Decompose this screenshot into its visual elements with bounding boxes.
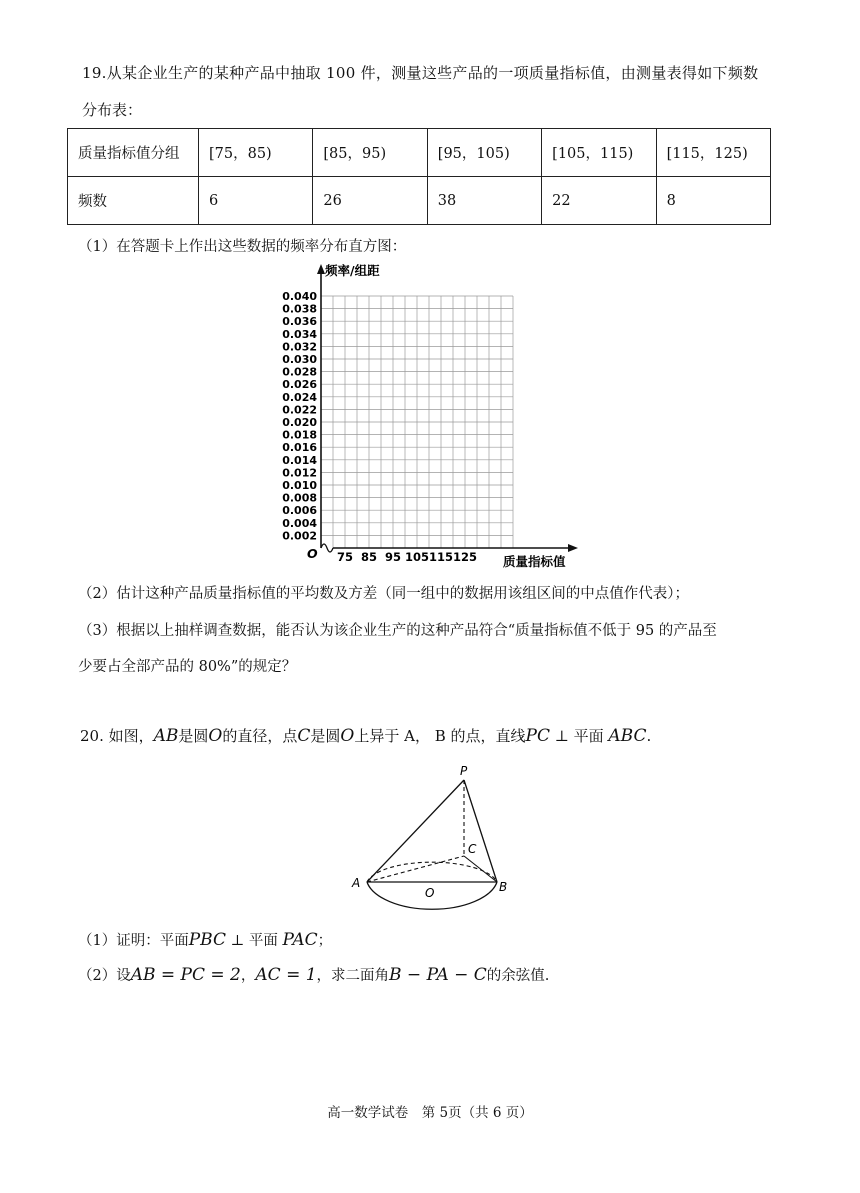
- ellipse-back: [367, 862, 497, 882]
- geometry-figure: [345, 760, 525, 910]
- table-cell: 26: [313, 177, 427, 225]
- table-cell: 6: [199, 177, 313, 225]
- y-tick-label: 0.022: [282, 403, 317, 417]
- y-tick-label: 0.018: [282, 428, 317, 442]
- y-tick-label: 0.006: [282, 504, 317, 518]
- edge-PA: [367, 780, 464, 882]
- frequency-table: [67, 128, 771, 225]
- math-equation: AC = 1: [255, 965, 317, 985]
- q20-part1: [78, 929, 332, 950]
- math-O: O: [208, 726, 223, 746]
- text-span: ⊥ 平面: [226, 933, 283, 949]
- q19-intro-line2: 分布表：: [82, 101, 143, 119]
- math-ABC: ABC: [608, 726, 647, 746]
- text-span: 是圆: [310, 727, 341, 745]
- y-tick-label: 0.030: [282, 353, 317, 366]
- page-footer: 高一数学试卷 第 5页（共 6 页）: [327, 1105, 533, 1121]
- text-span: 的直径，点: [222, 727, 298, 745]
- q19-part3-line2: 少要占全部产品的 80%”的规定？: [78, 659, 297, 675]
- edge-CB: [464, 856, 497, 882]
- x-tick-label: 105: [404, 550, 430, 564]
- y-tick-label: 0.036: [282, 315, 317, 329]
- q19-part1: （1）在答题卡上作出这些数据的频率分布直方图：: [78, 239, 407, 255]
- table-cell: 频数: [68, 177, 199, 225]
- text-span: 上异于 A， B 的点，直线: [354, 727, 526, 745]
- table-cell: [95，105): [427, 129, 541, 177]
- x-tick-label: 125: [452, 550, 478, 564]
- y-tick-label: 0.004: [282, 516, 317, 530]
- x-axis-arrow-icon: [568, 544, 578, 552]
- axis-break-icon: [321, 544, 333, 552]
- y-tick-label: 0.020: [282, 416, 317, 429]
- x-tick-label: 75: [336, 550, 354, 564]
- x-axis-label: 质量指标值: [503, 554, 566, 569]
- y-tick-label: 0.016: [282, 441, 317, 455]
- y-tick-label: 0.002: [282, 529, 317, 543]
- label-O: O: [425, 886, 435, 900]
- y-axis-arrow-icon: [317, 264, 325, 274]
- q20-part2: [78, 964, 549, 985]
- table-cell: [75，85): [199, 129, 313, 177]
- table-cell: 质量指标值分组: [68, 129, 199, 177]
- math-equation: B − PA − C: [389, 965, 487, 985]
- y-tick-label: 0.024: [282, 390, 317, 404]
- math-PBC: PBC: [188, 930, 226, 950]
- label-P: P: [460, 764, 468, 778]
- text-span: 是圆: [178, 727, 209, 745]
- text-span: （1）证明：平面: [78, 933, 189, 949]
- y-tick-label: 0.034: [282, 327, 317, 341]
- q19-intro-line1: 19.从某企业生产的某种产品中抽取 100 件，测量这些产品的一项质量指标值，由测量表得如下频数: [82, 64, 759, 82]
- y-tick-label: 0.040: [282, 290, 317, 303]
- q19-part2: （2）估计这种产品质量指标值的平均数及方差（同一组中的数据用该组区间的中点值作代表）；: [78, 586, 689, 602]
- text-span: 的余弦值.: [486, 968, 550, 984]
- y-tick-label: 0.012: [282, 466, 317, 480]
- table-cell: 8: [656, 177, 770, 225]
- y-axis-label: 频率/组距: [325, 263, 380, 278]
- y-tick-label: 0.028: [282, 365, 317, 379]
- y-tick-label: 0.010: [282, 479, 317, 492]
- y-tick-label: 0.032: [282, 340, 317, 354]
- table-cell: [115，125): [656, 129, 770, 177]
- text-span: .: [646, 727, 652, 745]
- text-span: （2）设: [78, 968, 131, 984]
- math-AB: AB: [153, 726, 179, 746]
- math-O: O: [340, 726, 355, 746]
- edge-AC: [367, 856, 464, 882]
- text-span: ⊥ 平面: [549, 727, 609, 745]
- q19-part3-line1: （3）根据以上抽样调查数据，能否认为该企业生产的这种产品符合“质量指标值不低于 95 的产品至: [78, 623, 717, 639]
- table-cell: 22: [542, 177, 656, 225]
- y-tick-label: 0.026: [282, 378, 317, 392]
- x-tick-label: 115: [428, 550, 454, 564]
- x-tick-label: 85: [360, 550, 378, 564]
- table-cell: [105，115): [542, 129, 656, 177]
- text-span: 20. 如图，: [80, 727, 154, 745]
- label-B: B: [499, 880, 508, 894]
- table-row: [68, 177, 771, 225]
- text-span: ，求二面角: [316, 968, 390, 984]
- math-equation: AB = PC = 2: [130, 965, 241, 985]
- label-A: A: [352, 876, 361, 890]
- y-tick-label: 0.038: [282, 302, 317, 316]
- frequency-histogram-grid: [270, 258, 590, 574]
- text-span: ，: [240, 968, 256, 984]
- math-PAC: PAC: [282, 930, 318, 950]
- table-cell: 38: [427, 177, 541, 225]
- x-tick-label: 95: [384, 550, 402, 564]
- text-span: ；: [317, 933, 333, 949]
- label-C: C: [468, 842, 477, 856]
- math-C: C: [297, 726, 311, 746]
- y-tick-label: 0.008: [282, 491, 317, 505]
- q20-intro: [80, 725, 651, 746]
- table-cell: [85，95): [313, 129, 427, 177]
- y-tick-label: 0.014: [282, 453, 317, 467]
- table-header-row: [68, 129, 771, 177]
- origin-label: O: [307, 546, 318, 561]
- math-PC: PC: [525, 726, 550, 746]
